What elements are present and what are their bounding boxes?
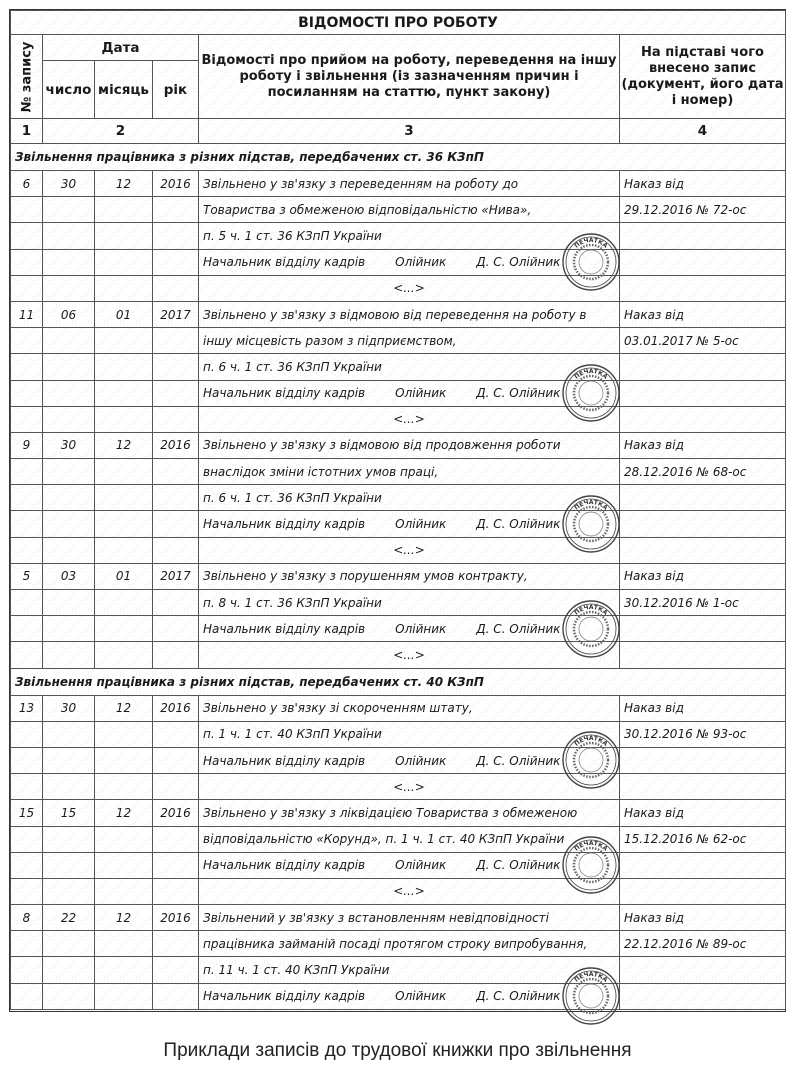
signature-cell xyxy=(199,616,620,642)
record-no-cell xyxy=(11,616,43,642)
year-cell xyxy=(153,983,199,1009)
record-no-cell xyxy=(11,249,43,275)
month-cell xyxy=(95,459,153,485)
table-row xyxy=(11,301,786,327)
month-cell xyxy=(95,774,153,800)
basis-header: На підставі чого внесено запис (документ, його дата і номер) xyxy=(620,35,786,119)
signature-cell xyxy=(199,747,620,773)
table-row xyxy=(11,983,786,1009)
signature-name: Д. С. Олійник xyxy=(476,255,561,270)
year-cell: 2016 xyxy=(153,432,199,458)
signature-role: Начальник відділу кадрів xyxy=(203,621,366,636)
month-cell xyxy=(95,275,153,301)
day-cell xyxy=(43,275,95,301)
day-cell xyxy=(43,747,95,773)
signature-cell xyxy=(199,511,620,537)
year-cell: 2016 xyxy=(153,905,199,931)
table-row xyxy=(11,459,786,485)
table-row xyxy=(11,721,786,747)
record-no-cell xyxy=(11,537,43,563)
month-cell xyxy=(95,537,153,563)
basis-cell xyxy=(620,406,786,432)
table-row xyxy=(11,852,786,878)
table-row xyxy=(11,642,786,668)
svg-text:ПЕЧАТКА: ПЕЧАТКА xyxy=(573,498,609,512)
record-no-cell xyxy=(11,328,43,354)
day-cell xyxy=(43,249,95,275)
day-cell xyxy=(43,354,95,380)
table-row xyxy=(11,878,786,904)
year-cell xyxy=(153,642,199,668)
day-cell xyxy=(43,983,95,1009)
record-text-cell: відповідальністю «Корунд», п. 1 ч. 1 ст. 40 КЗпП України xyxy=(199,826,620,852)
table-row xyxy=(11,905,786,931)
record-text-cell: п. 6 ч. 1 ст. 36 КЗпП України xyxy=(199,354,620,380)
record-no-cell: 11 xyxy=(11,301,43,327)
page-title: ВІДОМОСТІ ПРО РОБОТУ xyxy=(11,11,786,35)
signature-name: Д. С. Олійник xyxy=(476,989,561,1004)
table-row xyxy=(11,616,786,642)
record-no-cell xyxy=(11,957,43,983)
table-row xyxy=(11,223,786,249)
work-record-table xyxy=(10,10,786,1010)
basis-cell: Наказ від xyxy=(620,301,786,327)
table-row xyxy=(11,563,786,589)
month-cell xyxy=(95,957,153,983)
table-row xyxy=(11,957,786,983)
table-row xyxy=(11,590,786,616)
record-text-cell: Звільнено у зв'язку з відмовою від продовження роботи xyxy=(199,432,620,458)
year-cell xyxy=(153,197,199,223)
signature-mark: Олійник xyxy=(395,753,447,768)
basis-cell: Наказ від xyxy=(620,171,786,197)
record-no-cell xyxy=(11,223,43,249)
day-cell xyxy=(43,328,95,354)
svg-text:ПЕЧАТКА: ПЕЧАТКА xyxy=(573,840,609,853)
day-cell xyxy=(43,642,95,668)
table-row xyxy=(11,511,786,537)
basis-cell xyxy=(620,354,786,380)
ellipsis-cell: <...> xyxy=(199,275,620,301)
day-cell xyxy=(43,485,95,511)
month-cell xyxy=(95,983,153,1009)
basis-cell: Наказ від xyxy=(620,695,786,721)
year-cell xyxy=(153,511,199,537)
signature-name: Д. С. Олійник xyxy=(476,621,561,636)
year-cell xyxy=(153,354,199,380)
basis-cell xyxy=(620,249,786,275)
month-cell xyxy=(95,380,153,406)
record-no-cell: 13 xyxy=(11,695,43,721)
year-cell: 2016 xyxy=(153,695,199,721)
month-cell: 12 xyxy=(95,695,153,721)
section-heading-art40: Звільнення працівника з різних підстав, передбачених ст. 40 КЗпП xyxy=(11,668,786,695)
record-text-cell: п. 8 ч. 1 ст. 36 КЗпП України xyxy=(199,590,620,616)
month-cell xyxy=(95,354,153,380)
record-text-cell: іншу місцевість разом з підприємством, xyxy=(199,328,620,354)
basis-cell: 29.12.2016 № 72-ос xyxy=(620,197,786,223)
day-cell xyxy=(43,878,95,904)
basis-cell xyxy=(620,380,786,406)
year-cell xyxy=(153,590,199,616)
month-cell xyxy=(95,852,153,878)
year-cell xyxy=(153,721,199,747)
month-cell: 12 xyxy=(95,432,153,458)
basis-cell: Наказ від xyxy=(620,432,786,458)
record-text-cell: п. 1 ч. 1 ст. 40 КЗпП України xyxy=(199,721,620,747)
table-row xyxy=(11,406,786,432)
table-row xyxy=(11,249,786,275)
record-text-cell: п. 5 ч. 1 ст. 36 КЗпП України xyxy=(199,223,620,249)
basis-cell xyxy=(620,878,786,904)
basis-cell: 03.01.2017 № 5-ос xyxy=(620,328,786,354)
year-cell xyxy=(153,747,199,773)
basis-cell xyxy=(620,852,786,878)
record-text-cell: Звільнено у зв'язку з ліквідацією Товариства з обмеженою xyxy=(199,800,620,826)
month-cell xyxy=(95,511,153,537)
year-cell xyxy=(153,275,199,301)
day-cell xyxy=(43,223,95,249)
svg-text:ПЕЧАТКА: ПЕЧАТКА xyxy=(573,603,609,617)
day-cell xyxy=(43,826,95,852)
signature-cell xyxy=(199,983,620,1009)
year-cell xyxy=(153,380,199,406)
ellipsis-cell: <...> xyxy=(199,878,620,904)
record-no-cell: 8 xyxy=(11,905,43,931)
record-text-cell: Звільнено у зв'язку з порушенням умов контракту, xyxy=(199,563,620,589)
table-row xyxy=(11,171,786,197)
record-text-cell: п. 11 ч. 1 ст. 40 КЗпП України xyxy=(199,957,620,983)
record-no-cell xyxy=(11,931,43,957)
record-no-cell xyxy=(11,406,43,432)
signature-role: Начальник відділу кадрів xyxy=(203,517,366,532)
record-text-cell: працівника займаній посаді протягом строку випробування, xyxy=(199,931,620,957)
ellipsis-cell: <...> xyxy=(199,774,620,800)
record-no-cell: 6 xyxy=(11,171,43,197)
signature-mark: Олійник xyxy=(395,517,447,532)
month-cell xyxy=(95,197,153,223)
signature-cell xyxy=(199,380,620,406)
day-cell xyxy=(43,197,95,223)
month-cell xyxy=(95,223,153,249)
year-cell: 2017 xyxy=(153,563,199,589)
basis-cell: 28.12.2016 № 68-ос xyxy=(620,459,786,485)
ellipsis-cell: <...> xyxy=(199,642,620,668)
signature-mark: Олійник xyxy=(395,989,447,1004)
day-cell xyxy=(43,459,95,485)
record-text-cell: внаслідок зміни істотних умов праці, xyxy=(199,459,620,485)
basis-cell: 30.12.2016 № 1-ос xyxy=(620,590,786,616)
day-cell: 30 xyxy=(43,695,95,721)
year-cell xyxy=(153,485,199,511)
basis-cell xyxy=(620,642,786,668)
table-row xyxy=(11,931,786,957)
year-cell xyxy=(153,328,199,354)
year-cell xyxy=(153,406,199,432)
basis-cell xyxy=(620,957,786,983)
record-no-cell: 9 xyxy=(11,432,43,458)
year-cell: 2017 xyxy=(153,301,199,327)
basis-cell: 22.12.2016 № 89-ос xyxy=(620,931,786,957)
year-header: рік xyxy=(153,61,199,119)
month-cell: 12 xyxy=(95,800,153,826)
month-cell xyxy=(95,590,153,616)
col-number-4: 4 xyxy=(620,119,786,144)
month-cell xyxy=(95,249,153,275)
day-cell xyxy=(43,957,95,983)
month-cell: 01 xyxy=(95,563,153,589)
signature-name: Д. С. Олійник xyxy=(476,386,561,401)
day-cell xyxy=(43,931,95,957)
table-row xyxy=(11,197,786,223)
basis-cell xyxy=(620,275,786,301)
record-no-cell xyxy=(11,380,43,406)
table-row xyxy=(11,774,786,800)
record-no-cell: 5 xyxy=(11,563,43,589)
day-cell xyxy=(43,537,95,563)
record-text-cell: Звільнено у зв'язку зі скороченням штату, xyxy=(199,695,620,721)
day-cell: 30 xyxy=(43,432,95,458)
signature-role: Начальник відділу кадрів xyxy=(203,989,366,1004)
signature-name: Д. С. Олійник xyxy=(476,858,561,873)
month-cell: 12 xyxy=(95,905,153,931)
year-cell xyxy=(153,878,199,904)
basis-cell: Наказ від xyxy=(620,905,786,931)
signature-mark: Олійник xyxy=(395,858,447,873)
month-cell xyxy=(95,406,153,432)
details-header: Відомості про прийом на роботу, переведення на іншу роботу і звільнення (із зазначенням причин і посиланням на статтю, пункт закону) xyxy=(199,35,620,119)
svg-text:ПЕЧАТКА: ПЕЧАТКА xyxy=(573,735,609,749)
day-cell xyxy=(43,852,95,878)
basis-cell xyxy=(620,223,786,249)
col-number-2: 2 xyxy=(43,119,199,144)
day-cell xyxy=(43,616,95,642)
record-no-cell xyxy=(11,590,43,616)
record-no-cell xyxy=(11,459,43,485)
section-heading-art36: Звільнення працівника з різних підстав, передбачених ст. 36 КЗпП xyxy=(11,144,786,171)
year-cell: 2016 xyxy=(153,171,199,197)
svg-text:ПЕЧАТКА: ПЕЧАТКА xyxy=(573,971,609,984)
year-cell xyxy=(153,931,199,957)
month-cell: 12 xyxy=(95,171,153,197)
signature-name: Д. С. Олійник xyxy=(476,753,561,768)
signature-cell xyxy=(199,249,620,275)
basis-cell xyxy=(620,511,786,537)
month-cell xyxy=(95,721,153,747)
day-cell xyxy=(43,511,95,537)
record-text-cell: Звільнений у зв'язку з встановленням невідповідності xyxy=(199,905,620,931)
signature-cell xyxy=(199,852,620,878)
day-cell: 06 xyxy=(43,301,95,327)
month-cell: 01 xyxy=(95,301,153,327)
basis-cell xyxy=(620,616,786,642)
year-cell xyxy=(153,957,199,983)
day-cell xyxy=(43,406,95,432)
col-number-3: 3 xyxy=(199,119,620,144)
table-row xyxy=(11,432,786,458)
year-cell xyxy=(153,459,199,485)
signature-mark: Олійник xyxy=(395,255,447,270)
record-no-cell xyxy=(11,642,43,668)
table-row xyxy=(11,354,786,380)
basis-cell: 15.12.2016 № 62-ос xyxy=(620,826,786,852)
record-no-header: № запису xyxy=(11,35,43,119)
day-cell xyxy=(43,721,95,747)
basis-cell xyxy=(620,983,786,1009)
basis-cell: Наказ від xyxy=(620,563,786,589)
basis-cell: Наказ від xyxy=(620,800,786,826)
record-no-cell xyxy=(11,983,43,1009)
table-row xyxy=(11,485,786,511)
figure-caption: Приклади записів до трудової книжки про звільнення xyxy=(163,1040,632,1061)
record-text-cell: Звільнено у зв'язку з відмовою від переведення на роботу в xyxy=(199,301,620,327)
day-cell: 30 xyxy=(43,171,95,197)
day-cell xyxy=(43,380,95,406)
basis-cell xyxy=(620,485,786,511)
record-no-cell xyxy=(11,774,43,800)
record-no-cell xyxy=(11,852,43,878)
day-cell xyxy=(43,774,95,800)
work-record-sheet xyxy=(9,9,786,1012)
signature-role: Начальник відділу кадрів xyxy=(203,386,366,401)
ellipsis-cell: <...> xyxy=(199,406,620,432)
signature-name: Д. С. Олійник xyxy=(476,517,561,532)
month-cell xyxy=(95,931,153,957)
table-row xyxy=(11,537,786,563)
record-no-cell xyxy=(11,826,43,852)
table-row xyxy=(11,275,786,301)
basis-cell: 30.12.2016 № 93-ос xyxy=(620,721,786,747)
year-cell xyxy=(153,616,199,642)
record-no-cell xyxy=(11,275,43,301)
signature-role: Начальник відділу кадрів xyxy=(203,858,366,873)
year-cell xyxy=(153,852,199,878)
basis-cell xyxy=(620,774,786,800)
table-row xyxy=(11,380,786,406)
day-header: число xyxy=(43,61,95,119)
record-text-cell: п. 6 ч. 1 ст. 36 КЗпП України xyxy=(199,485,620,511)
svg-text:ПЕЧАТКА: ПЕЧАТКА xyxy=(573,367,609,381)
date-header: Дата xyxy=(43,35,199,61)
day-cell: 15 xyxy=(43,800,95,826)
year-cell xyxy=(153,249,199,275)
signature-mark: Олійник xyxy=(395,386,447,401)
record-no-cell: 15 xyxy=(11,800,43,826)
year-cell xyxy=(153,223,199,249)
signature-role: Начальник відділу кадрів xyxy=(203,753,366,768)
basis-cell xyxy=(620,537,786,563)
table-row xyxy=(11,695,786,721)
signature-role: Начальник відділу кадрів xyxy=(203,255,366,270)
year-cell xyxy=(153,774,199,800)
year-cell xyxy=(153,537,199,563)
record-no-cell xyxy=(11,354,43,380)
month-cell xyxy=(95,826,153,852)
basis-cell xyxy=(620,747,786,773)
month-cell xyxy=(95,747,153,773)
month-header: місяць xyxy=(95,61,153,119)
table-row xyxy=(11,826,786,852)
month-cell xyxy=(95,878,153,904)
table-row xyxy=(11,747,786,773)
svg-text:ПЕЧАТКА: ПЕЧАТКА xyxy=(573,237,609,250)
table-row xyxy=(11,800,786,826)
month-cell xyxy=(95,485,153,511)
col-number-1: 1 xyxy=(11,119,43,144)
month-cell xyxy=(95,642,153,668)
record-text-cell: Товариства з обмеженою відповідальністю «Нива», xyxy=(199,197,620,223)
record-no-cell xyxy=(11,747,43,773)
table-row xyxy=(11,328,786,354)
record-text-cell: Звільнено у зв'язку з переведенням на роботу до xyxy=(199,171,620,197)
year-cell xyxy=(153,826,199,852)
day-cell: 22 xyxy=(43,905,95,931)
record-no-cell xyxy=(11,197,43,223)
day-cell xyxy=(43,590,95,616)
record-no-cell xyxy=(11,721,43,747)
record-no-cell xyxy=(11,511,43,537)
year-cell: 2016 xyxy=(153,800,199,826)
record-no-cell xyxy=(11,878,43,904)
ellipsis-cell: <...> xyxy=(199,537,620,563)
month-cell xyxy=(95,616,153,642)
day-cell: 03 xyxy=(43,563,95,589)
month-cell xyxy=(95,328,153,354)
signature-mark: Олійник xyxy=(395,621,447,636)
record-no-cell xyxy=(11,485,43,511)
